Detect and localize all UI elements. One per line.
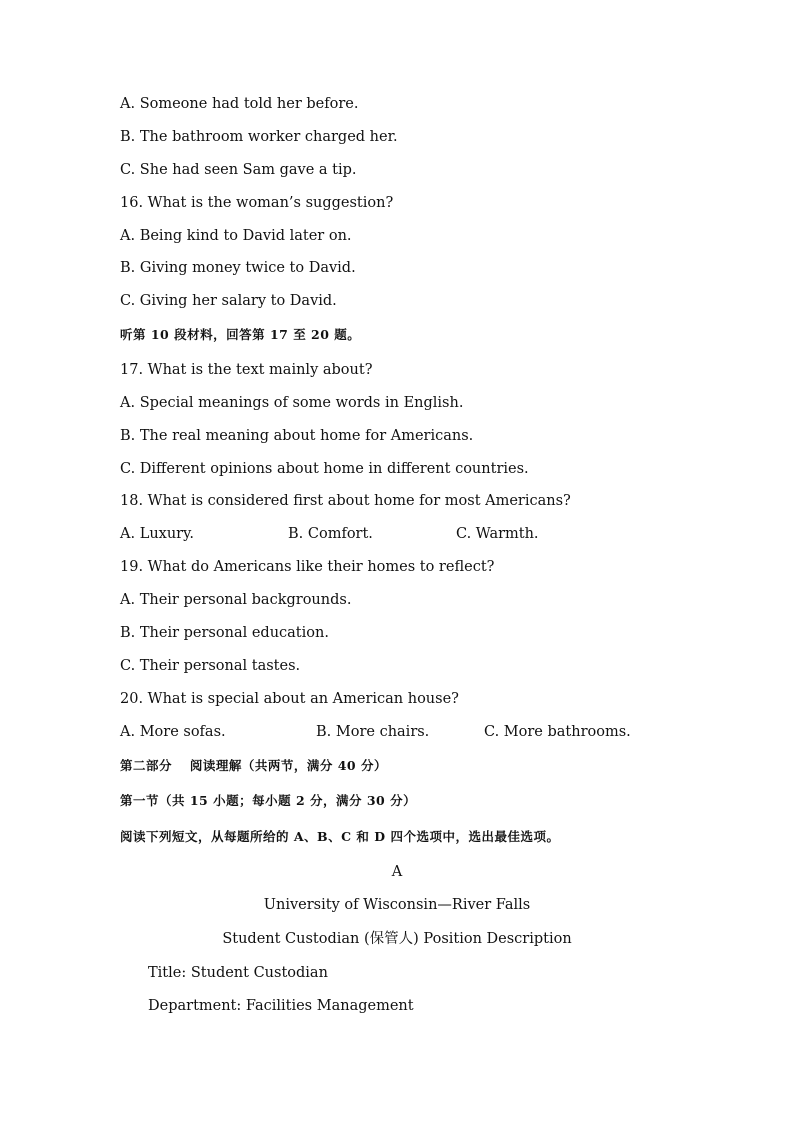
q19-option-c: C. Their personal tastes. bbox=[120, 658, 301, 674]
q17-option-b: B. The real meaning about home for Americans. bbox=[120, 428, 474, 444]
q19-option-a: A. Their personal backgrounds. bbox=[120, 592, 352, 608]
q20-option-a: A. More sofas. bbox=[120, 724, 226, 740]
q20-option-b: B. More chairs. bbox=[316, 724, 430, 740]
q16-question: 16. What is the woman’s suggestion? bbox=[120, 195, 394, 211]
q17-option-c: C. Different opinions about home in different countries. bbox=[120, 461, 529, 477]
position-title: Title: Student Custodian bbox=[148, 965, 328, 981]
q18-question: 18. What is considered first about home for most Americans? bbox=[120, 493, 571, 509]
section-instruction-10: 听第 10 段材料，回答第 17 至 20 题。 bbox=[120, 327, 361, 342]
q19-option-b: B. Their personal education. bbox=[120, 625, 329, 641]
passage-subtitle: Student Custodian (保管人) Position Description bbox=[222, 931, 572, 947]
q19-question: 19. What do Americans like their homes to reflect? bbox=[120, 559, 495, 575]
passage-label: A bbox=[391, 864, 403, 880]
q20-option-c: C. More bathrooms. bbox=[484, 724, 631, 740]
q18-option-b: B. Comfort. bbox=[288, 526, 373, 542]
q16-option-a: A. Being kind to David later on. bbox=[120, 228, 352, 244]
q16-option-c: C. Giving her salary to David. bbox=[120, 293, 337, 309]
q15-option-a: A. Someone had told her before. bbox=[120, 96, 359, 112]
part-two-heading: 第二部分 阅读理解（共两节，满分 40 分） bbox=[120, 758, 387, 773]
q17-question: 17. What is the text mainly about? bbox=[120, 362, 373, 378]
position-department: Department: Facilities Management bbox=[148, 998, 414, 1014]
section-one-heading: 第一节（共 15 小题；每小题 2 分，满分 30 分） bbox=[120, 793, 417, 808]
q17-option-a: A. Special meanings of some words in English. bbox=[120, 395, 464, 411]
passage-title: University of Wisconsin—River Falls bbox=[263, 897, 531, 913]
q18-option-a: A. Luxury. bbox=[120, 526, 194, 542]
q15-option-b: B. The bathroom worker charged her. bbox=[120, 129, 398, 145]
reading-instruction: 阅读下列短文，从每题所给的 A、B、C 和 D 四个选项中，选出最佳选项。 bbox=[120, 829, 560, 844]
q20-question: 20. What is special about an American house? bbox=[120, 691, 459, 707]
q18-option-c: C. Warmth. bbox=[456, 526, 539, 542]
q15-option-c: C. She had seen Sam gave a tip. bbox=[120, 162, 357, 178]
q16-option-b: B. Giving money twice to David. bbox=[120, 260, 356, 276]
